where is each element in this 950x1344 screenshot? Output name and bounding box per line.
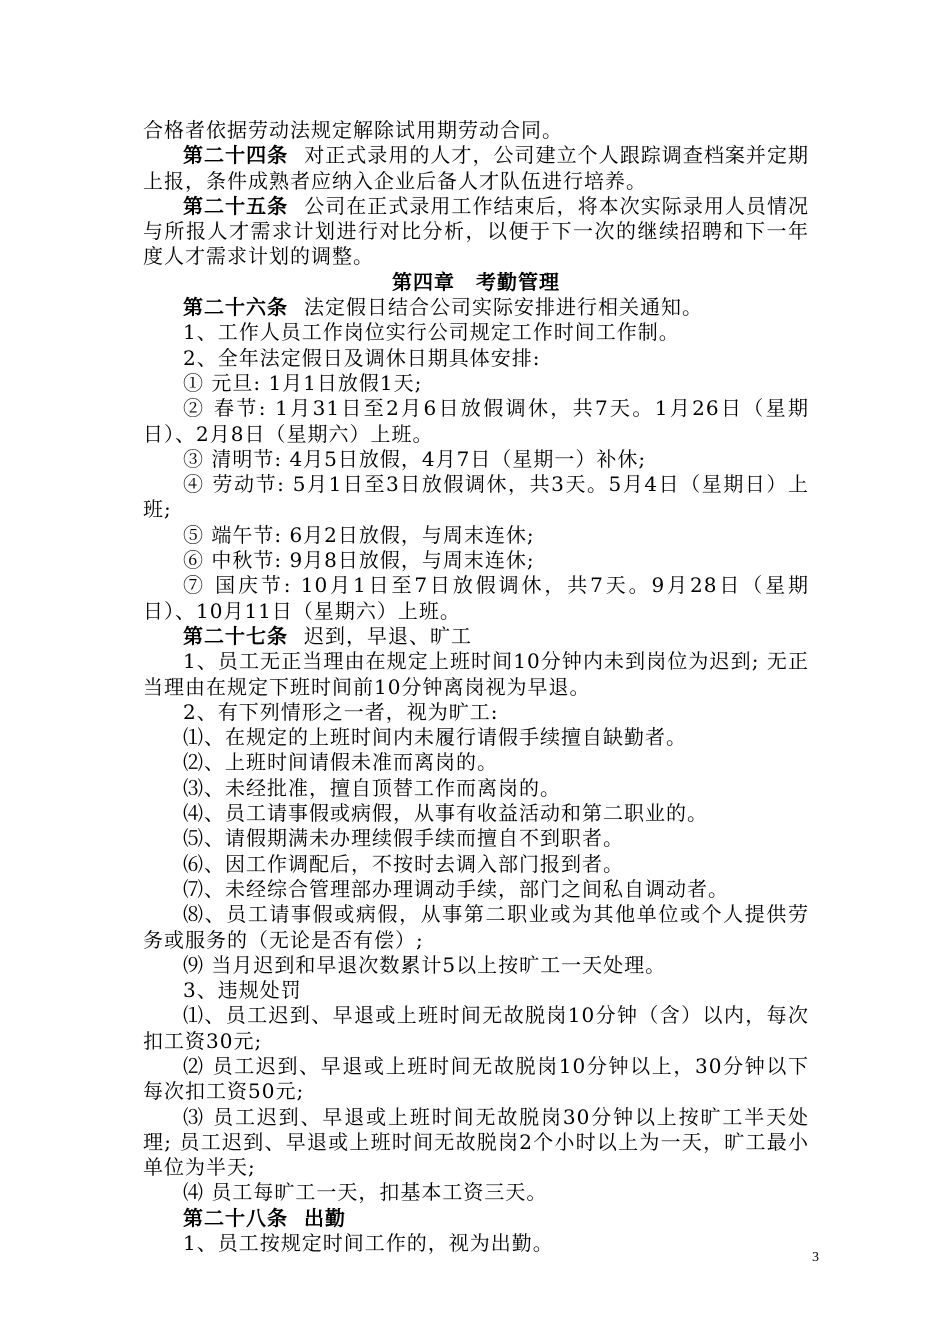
article-text: 公司在正式录用工作结束后，将本次实际录用人员情况与所报人才需求计划进行对比分析，以便于下一次的继续招聘和下一年度人才需求计划的调整。: [143, 193, 810, 269]
paragraph-continuation: 合格者依据劳动法规定解除试用期劳动合同。: [143, 118, 563, 142]
article-text: 法定假日结合公司实际安排进行相关通知。: [304, 295, 703, 320]
list-item: ⑹、因工作调配后，不按时去调入部门报到者。: [183, 851, 624, 876]
article-label: 第二十四条: [183, 143, 289, 168]
list-item: ⑺、未经综合管理部办理调动手续，部门之间私自调动者。: [183, 876, 729, 901]
list-item: ⑷、员工请事假或病假，从事有收益活动和第二职业的。: [183, 801, 708, 826]
list-item: ⑼ 当月迟到和早退次数累计5以上按旷工一天处理。: [183, 952, 667, 977]
article-25: [143, 194, 809, 270]
list-item: 2、全年法定假日及调休日期具体安排:: [183, 345, 541, 370]
list-item: ⑵、上班时间请假未准而离岗的。: [183, 750, 498, 775]
list-item: ⑦ 国庆节: 10月1日至7日放假调休，共7天。9月28日（星期日）、10月11日（星期六）上班。: [143, 573, 809, 623]
article-label: 第二十六条: [183, 295, 288, 320]
article-28: [143, 1206, 809, 1231]
list-item: 1、员工无正当理由在规定上班时间10分钟内未到岗位为迟到; 无正当理由在规定下班时间前10分钟离岗视为早退。: [143, 649, 809, 699]
list-item: ⑸、请假期满未办理续假手续而擅自不到职者。: [183, 826, 624, 851]
list-item: 2、有下列情形之一者，视为旷工:: [183, 699, 499, 724]
article-label: 第二十七条: [183, 623, 288, 648]
list-item: ⑴、在规定的上班时间内未履行请假手续擅自缺勤者。: [183, 725, 687, 750]
article-text: 迟到，早退、旷工: [304, 623, 472, 648]
article-label: 第二十八条: [183, 1205, 288, 1230]
page-number: 3: [812, 1250, 819, 1265]
document-body: [143, 118, 809, 1256]
list-item: ① 元旦: 1月1日放假1天;: [183, 370, 423, 395]
list-item: ⑶ 员工迟到、早退或上班时间无故脱岗30分钟以上按旷工半天处理; 员工迟到、早退或上班时间无故脱岗2个小时以上为一天，旷工最小单位为半天;: [143, 1104, 809, 1180]
list-item: ⑥ 中秋节: 9月8日放假，与周末连休;: [183, 548, 535, 573]
list-item: ⑤ 端午节: 6月2日放假，与周末连休;: [183, 522, 535, 547]
article-label: 第二十五条: [183, 193, 289, 218]
list-item: 1、工作人员工作岗位实行公司规定工作时间工作制。: [183, 320, 680, 345]
list-item: 1、员工按规定时间工作的，视为出勤。: [183, 1231, 554, 1256]
article-text: 对正式录用的人才，公司建立个人跟踪调查档案并定期上报，条件成熟者应纳入企业后备人才队伍进行培养。: [143, 143, 810, 193]
list-item: ⑶、未经批准，擅自顶替工作而离岗的。: [183, 775, 561, 800]
list-item: ⑻、员工请事假或病假，从事第二职业或为其他单位或个人提供劳务或服务的（无论是否有偿）;: [143, 902, 809, 952]
list-item: ④ 劳动节: 5月1日至3日放假调休，共3天。5月4日（星期日）上班;: [143, 472, 809, 522]
article-27: [143, 624, 809, 649]
chapter-heading: 第四章 考勤管理: [392, 269, 560, 294]
list-item: ② 春节: 1月31日至2月6日放假调休，共7天。1月26日（星期日）、2月8日（星期六）上班。: [143, 396, 809, 446]
list-item: ⑵ 员工迟到、早退或上班时间无故脱岗10分钟以上，30分钟以下每次扣工资50元;: [143, 1053, 809, 1104]
article-text: 出勤: [304, 1205, 346, 1230]
list-item: 3、违规处罚: [183, 978, 302, 1003]
list-item: ③ 清明节: 4月5日放假，4月7日（星期一）补休;: [183, 446, 647, 471]
article-26: [143, 295, 809, 320]
list-item: ⑷ 员工每旷工一天，扣基本工资三天。: [183, 1180, 548, 1205]
article-24: [143, 143, 809, 194]
list-item: ⑴、员工迟到、早退或上班时间无故脱岗10分钟（含）以内，每次扣工资30元;: [143, 1003, 809, 1053]
